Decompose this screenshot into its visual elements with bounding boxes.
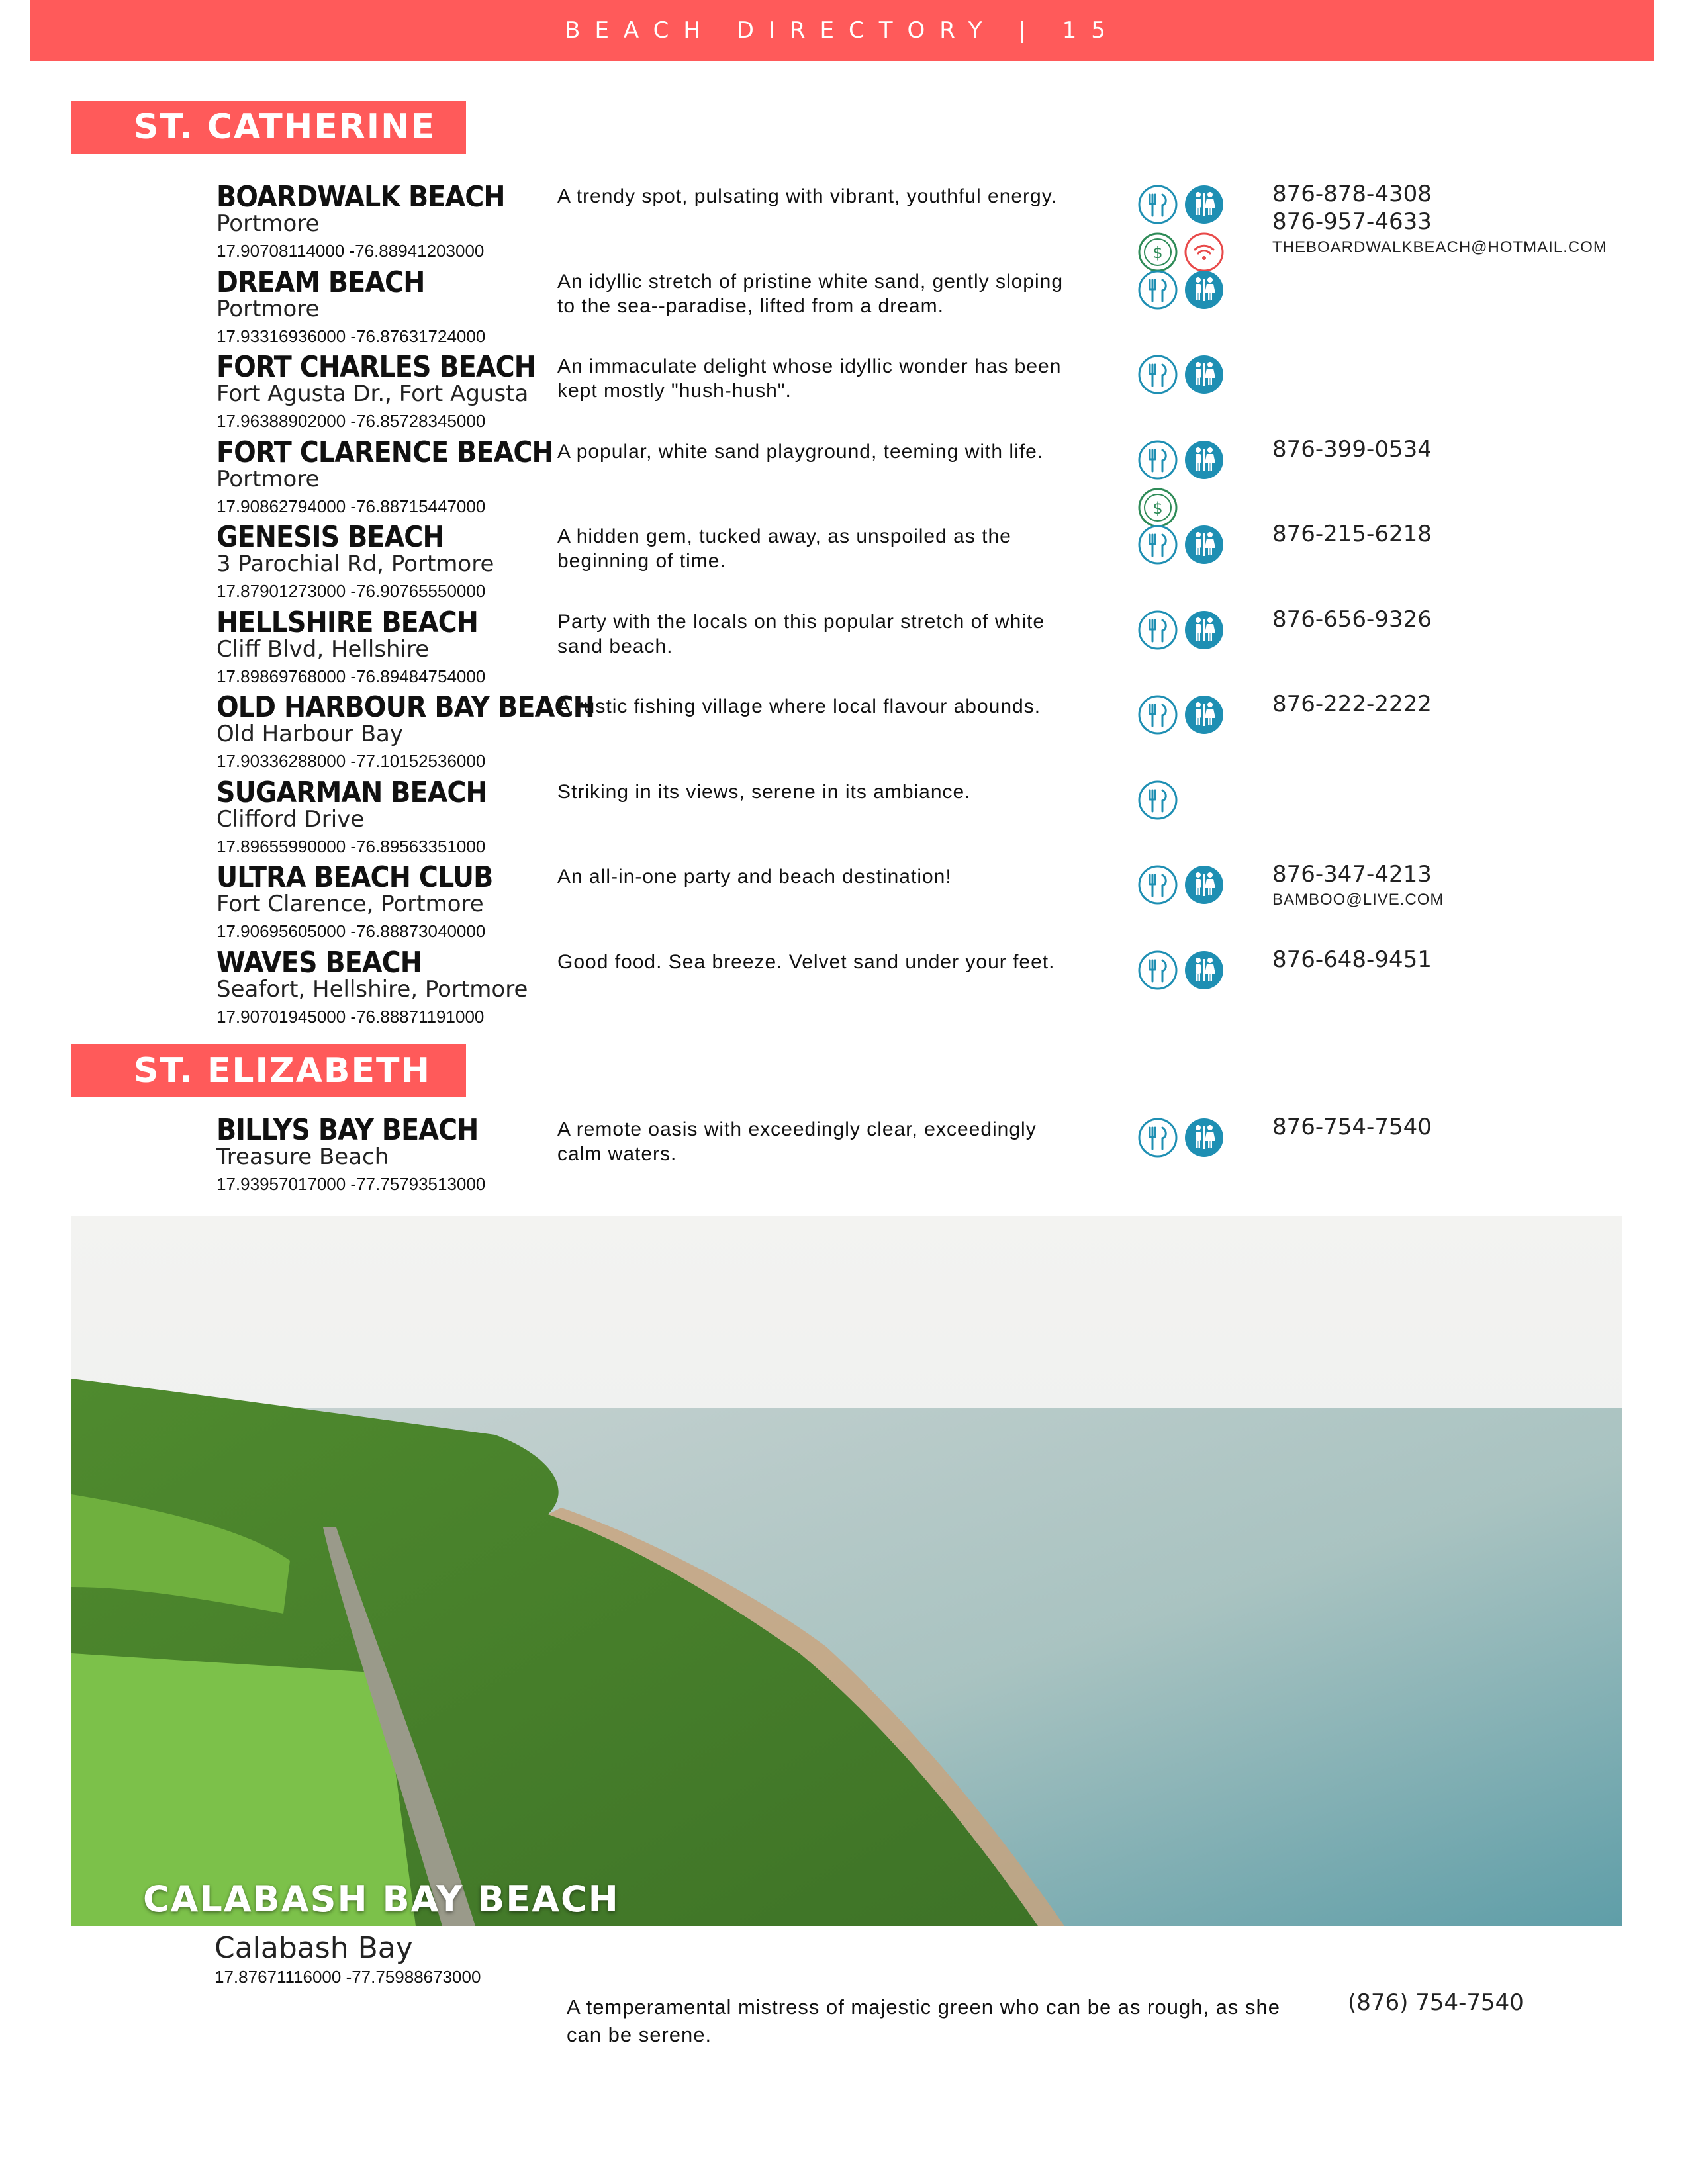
beach-description: A rustic fishing village where local flavour abounds. <box>557 696 1041 717</box>
feature-location: Calabash Bay <box>214 1931 413 1965</box>
phone-number[interactable]: 876-957-4633 <box>1272 208 1432 235</box>
amenity-icons <box>1137 950 1250 997</box>
beach-location: Fort Agusta Dr., Fort Agusta <box>216 381 529 407</box>
restroom-icon <box>1184 184 1225 225</box>
feature-phone: (876) 754-7540 <box>1348 1989 1524 2016</box>
beach-contact <box>1272 690 1432 718</box>
beach-entry <box>0 435 1688 520</box>
phone-number[interactable]: 876-754-7540 <box>1272 1114 1432 1140</box>
beach-description: An idyllic stretch of pristine white sand, gently sloping to the sea--paradise, lifted from a dream. <box>557 270 1064 317</box>
beach-coordinates: 17.89655990000 -76.89563351000 <box>216 836 486 856</box>
beach-location: Fort Clarence, Portmore <box>216 891 484 917</box>
beach-coordinates: 17.90701945000 -76.88871191000 <box>216 1006 485 1026</box>
beach-coordinates: 17.89869768000 -76.89484754000 <box>216 666 486 686</box>
restaurant-icon <box>1137 950 1178 991</box>
restaurant-icon <box>1137 524 1178 565</box>
beach-description: A popular, white sand playground, teeming with life. <box>557 440 1044 463</box>
beach-entry <box>0 520 1688 605</box>
beach-contact <box>1272 946 1432 974</box>
amenity-icons <box>1137 610 1250 657</box>
beach-name: FORT CHARLES BEACH <box>216 350 536 384</box>
calabash-bay-photo <box>71 1216 1622 1926</box>
beach-description: A trendy spot, pulsating with vibrant, youthful energy. <box>557 185 1057 207</box>
restaurant-icon <box>1137 864 1178 905</box>
beach-entry <box>0 350 1688 435</box>
phone-number[interactable]: 876-399-0534 <box>1272 435 1432 463</box>
beach-name: DREAM BEACH <box>216 265 425 299</box>
beach-name: OLD HARBOUR BAY BEACH <box>216 690 594 724</box>
beach-location: Cliff Blvd, Hellshire <box>216 635 430 662</box>
beach-entry <box>0 860 1688 945</box>
restaurant-icon <box>1137 354 1178 395</box>
beach-description: A hidden gem, tucked away, as unspoiled as the beginning of time. <box>557 525 1011 572</box>
restaurant-icon <box>1137 269 1178 310</box>
amenity-icons <box>1137 1117 1250 1165</box>
beach-entry <box>0 606 1688 690</box>
beach-coordinates: 17.90336288000 -77.10152536000 <box>216 751 486 771</box>
beach-description: An all-in-one party and beach destination! <box>557 866 952 887</box>
beach-name: WAVES BEACH <box>216 945 422 979</box>
region-heading-st-catherine: ST. CATHERINE <box>71 101 466 154</box>
phone-number[interactable]: 876-878-4308 <box>1272 181 1432 207</box>
beach-location: Old Harbour Bay <box>216 721 403 747</box>
beach-coordinates: 17.90695605000 -76.88873040000 <box>216 921 486 941</box>
restroom-icon <box>1184 610 1225 651</box>
beach-entry <box>0 776 1688 860</box>
restaurant-icon <box>1137 184 1178 225</box>
beach-location: Portmore <box>216 210 320 237</box>
restroom-icon <box>1184 524 1225 565</box>
beach-coordinates: 17.90862794000 -76.88715447000 <box>216 496 486 516</box>
beach-name: BOARDWALK BEACH <box>216 180 505 214</box>
restaurant-icon <box>1137 610 1178 651</box>
svg-text:$: $ <box>1152 244 1163 262</box>
phone-number[interactable]: 876-222-2222 <box>1272 691 1432 717</box>
phone-number[interactable]: 876-347-4213 <box>1272 861 1432 887</box>
phone-number[interactable]: 876-648-9451 <box>1272 946 1432 973</box>
amenity-icons <box>1137 864 1250 912</box>
beach-location: Clifford Drive <box>216 805 365 833</box>
restroom-icon <box>1184 864 1225 905</box>
region-heading-st-elizabeth: ST. ELIZABETH <box>71 1044 466 1097</box>
beach-entry <box>0 180 1688 265</box>
beach-description: Striking in its views, serene in its ambiance. <box>557 780 971 803</box>
beach-coordinates: 17.96388902000 -76.85728345000 <box>216 411 486 431</box>
phone-number[interactable]: 876-215-6218 <box>1272 521 1432 547</box>
beach-coordinates: 17.87901273000 -76.90765550000 <box>216 581 486 601</box>
header-title: BEACH DIRECTORY | 15 <box>565 17 1120 44</box>
restroom-icon <box>1184 694 1225 735</box>
beach-coordinates: 17.90708114000 -76.88941203000 <box>216 241 485 261</box>
feature-coordinates: 17.87671116000 -77.75988673000 <box>214 1967 481 1987</box>
amenity-icons <box>1137 354 1250 402</box>
feature-description: A temperamental mistress of majestic green who can be as rough, as she can be serene. <box>567 1995 1280 2046</box>
restroom-icon <box>1184 439 1225 480</box>
amenity-icons <box>1137 269 1250 317</box>
beach-location: Seafort, Hellshire, Portmore <box>216 976 528 1003</box>
beach-location: Treasure Beach <box>216 1144 389 1170</box>
restaurant-icon <box>1137 694 1178 735</box>
beach-name: GENESIS BEACH <box>216 520 444 554</box>
beach-contact <box>1272 606 1432 633</box>
restaurant-icon <box>1137 1117 1178 1158</box>
beach-location: Portmore <box>216 295 320 322</box>
beach-location: Portmore <box>216 465 320 492</box>
beach-description: Good food. Sea breeze. Velvet sand under your feet. <box>557 950 1055 973</box>
beach-contact <box>1272 860 1444 912</box>
phone-number[interactable]: 876-656-9326 <box>1272 606 1432 633</box>
beach-name: ULTRA BEACH CLUB <box>216 860 493 894</box>
beach-entry <box>0 265 1688 350</box>
beach-name: BILLYS BAY BEACH <box>216 1113 479 1147</box>
beach-description: An immaculate delight whose idyllic wonder has been kept mostly "hush-hush". <box>557 355 1062 402</box>
beach-name: HELLSHIRE BEACH <box>216 605 478 639</box>
amenity-icons <box>1137 694 1250 742</box>
amenity-icons <box>1137 780 1250 827</box>
beach-description: Party with the locals on this popular stretch of white sand beach. <box>557 610 1045 657</box>
page-header <box>30 0 1654 61</box>
beach-entry <box>0 690 1688 775</box>
amenity-icons <box>1137 524 1250 572</box>
restroom-icon <box>1184 950 1225 991</box>
beach-location: 3 Parochial Rd, Portmore <box>216 551 494 577</box>
restroom-icon <box>1184 1117 1225 1158</box>
beach-name: SUGARMAN BEACH <box>216 775 487 809</box>
beach-contact <box>1272 180 1607 259</box>
beach-coordinates: 17.93316936000 -76.87631724000 <box>216 326 486 346</box>
restroom-icon <box>1184 354 1225 395</box>
feature-title: CALABASH BAY BEACH <box>143 1878 620 1920</box>
restaurant-icon <box>1137 439 1178 480</box>
beach-description: A remote oasis with exceedingly clear, exceedingly calm waters. <box>557 1118 1037 1165</box>
beach-entry <box>0 1113 1688 1198</box>
restaurant-icon <box>1137 780 1178 821</box>
beach-contact <box>1272 435 1432 463</box>
restroom-icon <box>1184 269 1225 310</box>
email-address[interactable]: THEBOARDWALKBEACH@HOTMAIL.COM <box>1272 238 1607 256</box>
beach-name: FORT CLARENCE BEACH <box>216 435 553 469</box>
beach-contact <box>1272 520 1432 548</box>
beach-contact <box>1272 1113 1432 1141</box>
email-address[interactable]: BAMBOO@LIVE.COM <box>1272 891 1444 909</box>
svg-text:$: $ <box>1152 498 1163 518</box>
beach-entry <box>0 946 1688 1030</box>
beach-coordinates: 17.93957017000 -77.75793513000 <box>216 1174 486 1194</box>
